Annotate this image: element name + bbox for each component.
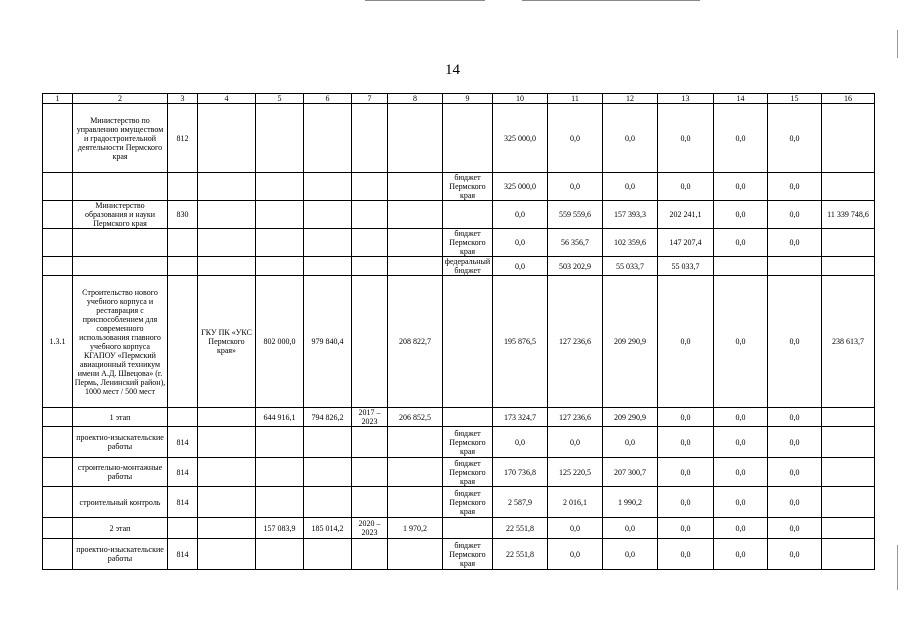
- table-cell: Министерство по управлению имуществом и градостроительной деятельности Пермского края: [73, 104, 168, 173]
- table-cell: проектно-изыскательские работы: [73, 539, 168, 570]
- edge-mark-top: [897, 30, 898, 58]
- table-cell: 0,0: [714, 487, 768, 518]
- table-cell: [168, 408, 198, 427]
- column-number-cell: 13: [658, 94, 714, 104]
- table-cell: [43, 458, 73, 487]
- table-cell: [304, 257, 352, 276]
- table-cell: [73, 257, 168, 276]
- table-cell: [822, 229, 875, 257]
- table-cell: [73, 229, 168, 257]
- table-row: [43, 229, 875, 257]
- table-cell: [43, 201, 73, 229]
- table-cell: [388, 539, 443, 570]
- column-number-cell: 8: [388, 94, 443, 104]
- table-cell: [168, 229, 198, 257]
- table-cell: [388, 427, 443, 458]
- table-cell: 0,0: [768, 487, 822, 518]
- table-cell: 22 551,8: [493, 539, 548, 570]
- table-cell: [443, 276, 493, 408]
- table-cell: 0,0: [493, 257, 548, 276]
- table-cell: [822, 257, 875, 276]
- table-cell: 0,0: [603, 518, 658, 539]
- table-cell: 0,0: [768, 408, 822, 427]
- table-cell: 0,0: [714, 229, 768, 257]
- table-row: [43, 539, 875, 570]
- table-cell: [256, 427, 304, 458]
- table-cell: [352, 201, 388, 229]
- table-cell: 503 202,9: [548, 257, 603, 276]
- table-cell: [256, 257, 304, 276]
- table-cell: 814: [168, 427, 198, 458]
- table-cell: 2 016,1: [548, 487, 603, 518]
- table-cell: 814: [168, 487, 198, 518]
- table-cell: 0,0: [658, 539, 714, 570]
- table-cell: 0,0: [548, 539, 603, 570]
- column-number-cell: 11: [548, 94, 603, 104]
- table-cell: [304, 539, 352, 570]
- column-number-cell: 4: [198, 94, 256, 104]
- table-cell: [822, 173, 875, 201]
- table-cell: 127 236,6: [548, 408, 603, 427]
- table-cell: [388, 201, 443, 229]
- table-cell: [822, 104, 875, 173]
- table-cell: 1.3.1: [43, 276, 73, 408]
- table-cell: 55 033,7: [603, 257, 658, 276]
- table-cell: 157 393,3: [603, 201, 658, 229]
- table-cell: проектно-изыскательские работы: [73, 427, 168, 458]
- table-cell: 206 852,5: [388, 408, 443, 427]
- table-cell: 208 822,7: [388, 276, 443, 408]
- table-cell: [714, 257, 768, 276]
- budget-table: [42, 93, 875, 570]
- table-cell: федеральный бюджет: [443, 257, 493, 276]
- table-cell: 202 241,1: [658, 201, 714, 229]
- table-cell: [198, 257, 256, 276]
- table-cell: строительный контроль: [73, 487, 168, 518]
- table-cell: [256, 539, 304, 570]
- column-number-cell: 15: [768, 94, 822, 104]
- table-cell: 1 этап: [73, 408, 168, 427]
- table-cell: 0,0: [493, 201, 548, 229]
- table-cell: [352, 539, 388, 570]
- table-cell: 1 990,2: [603, 487, 658, 518]
- table-cell: [352, 276, 388, 408]
- table-cell: 0,0: [548, 173, 603, 201]
- table-cell: 0,0: [603, 539, 658, 570]
- table-cell: 0,0: [658, 104, 714, 173]
- table-cell: [256, 104, 304, 173]
- table-cell: 0,0: [768, 518, 822, 539]
- table-cell: 0,0: [658, 458, 714, 487]
- table-cell: [43, 427, 73, 458]
- table-cell: [304, 458, 352, 487]
- table-cell: 325 000,0: [493, 173, 548, 201]
- table-cell: 644 916,1: [256, 408, 304, 427]
- table-cell: 0,0: [658, 518, 714, 539]
- column-number-cell: 2: [73, 94, 168, 104]
- table-cell: [43, 173, 73, 201]
- table-cell: [304, 201, 352, 229]
- table-cell: 2 587,9: [493, 487, 548, 518]
- table-cell: [352, 173, 388, 201]
- table-cell: 0,0: [768, 229, 822, 257]
- table-cell: бюджет Пермского края: [443, 539, 493, 570]
- table-cell: [43, 487, 73, 518]
- table-cell: [256, 458, 304, 487]
- table-cell: строительно-монтажные работы: [73, 458, 168, 487]
- table-cell: [168, 173, 198, 201]
- table-cell: 170 736,8: [493, 458, 548, 487]
- edge-mark-bottom: [897, 545, 898, 590]
- table-cell: 0,0: [714, 104, 768, 173]
- table-cell: Министерство образования и науки Пермского края: [73, 201, 168, 229]
- table-cell: 157 083,9: [256, 518, 304, 539]
- table-cell: бюджет Пермского края: [443, 229, 493, 257]
- table-cell: 0,0: [658, 487, 714, 518]
- table-cell: [768, 257, 822, 276]
- table-row: [43, 427, 875, 458]
- table-cell: [304, 104, 352, 173]
- table-cell: 125 220,5: [548, 458, 603, 487]
- table-cell: [198, 487, 256, 518]
- table-cell: 0,0: [768, 173, 822, 201]
- table-cell: [168, 257, 198, 276]
- table-cell: 814: [168, 539, 198, 570]
- table-cell: 0,0: [768, 427, 822, 458]
- table-cell: бюджет Пермского края: [443, 427, 493, 458]
- top-rule-left: [365, 0, 485, 1]
- table-cell: 22 551,8: [493, 518, 548, 539]
- table-cell: [43, 539, 73, 570]
- table-cell: [198, 173, 256, 201]
- table-cell: [43, 257, 73, 276]
- table-cell: 0,0: [658, 427, 714, 458]
- table-cell: 173 324,7: [493, 408, 548, 427]
- table-cell: [352, 427, 388, 458]
- table-cell: [73, 173, 168, 201]
- table-cell: 0,0: [603, 173, 658, 201]
- table-cell: [822, 458, 875, 487]
- table-cell: бюджет Пермского края: [443, 487, 493, 518]
- table-cell: [304, 229, 352, 257]
- page-number: 14: [445, 62, 460, 78]
- table-cell: [43, 408, 73, 427]
- table-cell: [198, 201, 256, 229]
- table-cell: 0,0: [768, 539, 822, 570]
- table-cell: 979 840,4: [304, 276, 352, 408]
- table-cell: 830: [168, 201, 198, 229]
- table-cell: [388, 104, 443, 173]
- table-cell: 2020 – 2023: [352, 518, 388, 539]
- table-cell: 2017 – 2023: [352, 408, 388, 427]
- table-cell: 55 033,7: [658, 257, 714, 276]
- table-cell: 0,0: [603, 427, 658, 458]
- table-row: [43, 173, 875, 201]
- table-cell: [43, 104, 73, 173]
- table-cell: 0,0: [714, 201, 768, 229]
- table-cell: 209 290,9: [603, 276, 658, 408]
- table-cell: [256, 487, 304, 518]
- table-cell: бюджет Пермского края: [443, 458, 493, 487]
- table-cell: 814: [168, 458, 198, 487]
- table-cell: 0,0: [768, 201, 822, 229]
- table-cell: [443, 201, 493, 229]
- table-cell: [198, 427, 256, 458]
- table-cell: 0,0: [658, 276, 714, 408]
- table-cell: 56 356,7: [548, 229, 603, 257]
- table-cell: 0,0: [658, 408, 714, 427]
- table-cell: 0,0: [768, 276, 822, 408]
- table-cell: 802 000,0: [256, 276, 304, 408]
- table-cell: [352, 229, 388, 257]
- table-cell: [198, 229, 256, 257]
- column-number-cell: 16: [822, 94, 875, 104]
- table-cell: [822, 518, 875, 539]
- table-cell: 0,0: [714, 458, 768, 487]
- column-number-cell: 14: [714, 94, 768, 104]
- table-cell: ГКУ ПК «УКС Пермского края»: [198, 276, 256, 408]
- table-cell: 147 207,4: [658, 229, 714, 257]
- table-cell: 0,0: [603, 104, 658, 173]
- table-cell: Строительство нового учебного корпуса и реставрация с приспособлением для современного использования главного учебного корпуса КГАПОУ «Пермский авиационный техникум имени А.Д. Швецова» (г. Пермь, Ленинский район), 1000 мест / 500 мест: [73, 276, 168, 408]
- table-row: [43, 408, 875, 427]
- table-row: [43, 458, 875, 487]
- table-cell: [43, 229, 73, 257]
- column-number-cell: 10: [493, 94, 548, 104]
- table-cell: 207 300,7: [603, 458, 658, 487]
- table-cell: [388, 173, 443, 201]
- table-cell: бюджет Пермского края: [443, 173, 493, 201]
- table-cell: [43, 518, 73, 539]
- table-cell: [256, 173, 304, 201]
- column-number-cell: 3: [168, 94, 198, 104]
- table-cell: 0,0: [768, 458, 822, 487]
- table-cell: [256, 201, 304, 229]
- column-number-cell: 7: [352, 94, 388, 104]
- table-cell: [822, 408, 875, 427]
- table-cell: [198, 539, 256, 570]
- table-cell: 0,0: [714, 518, 768, 539]
- table-row: [43, 518, 875, 539]
- table-cell: 0,0: [714, 408, 768, 427]
- table-cell: [822, 487, 875, 518]
- table-cell: 2 этап: [73, 518, 168, 539]
- table-cell: [388, 229, 443, 257]
- table-cell: [388, 257, 443, 276]
- top-rule-right: [522, 0, 700, 1]
- table-cell: 794 826,2: [304, 408, 352, 427]
- table-cell: 559 559,6: [548, 201, 603, 229]
- table-cell: [822, 539, 875, 570]
- table-cell: [304, 487, 352, 518]
- table-row: [43, 487, 875, 518]
- table-cell: 0,0: [493, 229, 548, 257]
- table-cell: [443, 408, 493, 427]
- table-cell: 325 000,0: [493, 104, 548, 173]
- table-cell: [198, 408, 256, 427]
- table-cell: [388, 458, 443, 487]
- table-row: [43, 257, 875, 276]
- table-cell: 0,0: [658, 173, 714, 201]
- table-cell: 238 613,7: [822, 276, 875, 408]
- table-cell: [822, 427, 875, 458]
- table-cell: [352, 257, 388, 276]
- table-cell: 0,0: [768, 104, 822, 173]
- table-row: [43, 276, 875, 408]
- table-cell: 11 339 748,6: [822, 201, 875, 229]
- table-cell: [168, 276, 198, 408]
- table-cell: 185 014,2: [304, 518, 352, 539]
- table-cell: 127 236,6: [548, 276, 603, 408]
- table-cell: 195 876,5: [493, 276, 548, 408]
- table-cell: [198, 458, 256, 487]
- table-cell: 0,0: [548, 104, 603, 173]
- table-cell: [198, 104, 256, 173]
- table-cell: 0,0: [714, 539, 768, 570]
- table-cell: [304, 173, 352, 201]
- table-cell: 0,0: [493, 427, 548, 458]
- table-cell: 209 290,9: [603, 408, 658, 427]
- column-number-cell: 5: [256, 94, 304, 104]
- table-cell: 0,0: [548, 427, 603, 458]
- table-cell: [388, 487, 443, 518]
- column-number-cell: 9: [443, 94, 493, 104]
- table-cell: [443, 518, 493, 539]
- table-cell: [352, 487, 388, 518]
- table-cell: [352, 104, 388, 173]
- table-cell: [168, 518, 198, 539]
- table-cell: 102 359,6: [603, 229, 658, 257]
- table-cell: 0,0: [548, 518, 603, 539]
- table-cell: [443, 104, 493, 173]
- column-number-row: [43, 94, 875, 104]
- table-cell: [198, 518, 256, 539]
- table-cell: 0,0: [714, 427, 768, 458]
- column-number-cell: 6: [304, 94, 352, 104]
- table-cell: 0,0: [714, 173, 768, 201]
- column-number-cell: 1: [43, 94, 73, 104]
- table-cell: [304, 427, 352, 458]
- table-row: [43, 201, 875, 229]
- column-number-cell: 12: [603, 94, 658, 104]
- table-cell: [256, 229, 304, 257]
- table-cell: 812: [168, 104, 198, 173]
- table-cell: 1 970,2: [388, 518, 443, 539]
- table-row: [43, 104, 875, 173]
- table-cell: [352, 458, 388, 487]
- table-cell: 0,0: [714, 276, 768, 408]
